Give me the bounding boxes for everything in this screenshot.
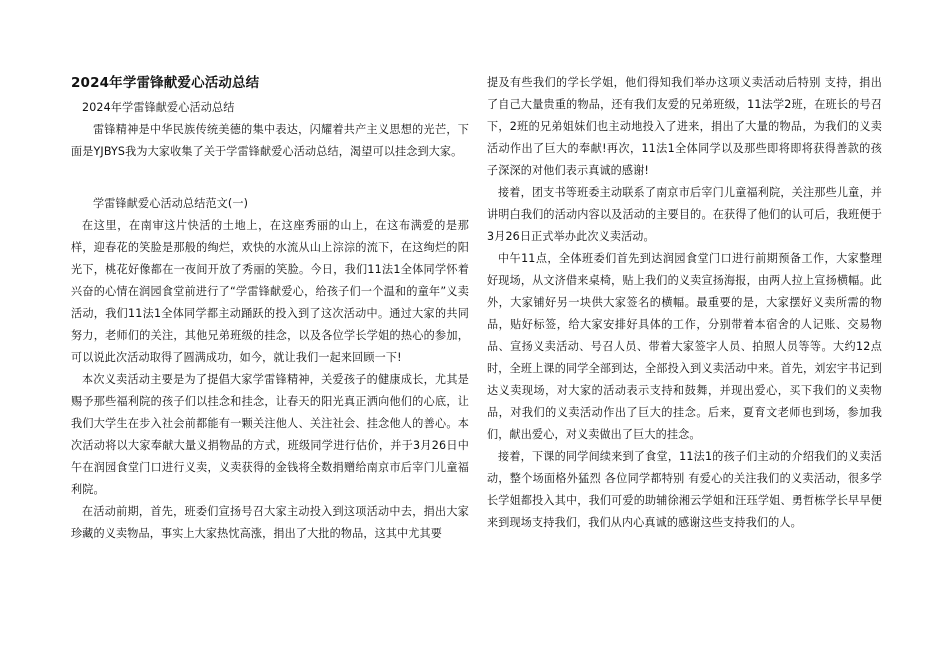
document-title: 2024年学雷锋献爱心活动总结 xyxy=(71,75,260,91)
body-paragraph: 提及有些我们的学长学姐，他们得知我们举办这项义卖活动后特别 支持，捐出了自己大量贵重的物品，还有我们友爱的兄弟班级，11法学2班，在班长的号召下，2班的兄弟姐妹们也主动地投入了进来，捐出了大量的物品，为我们的义卖活动作出了巨大的奉献!再次，11法1全体同学以及那些即将即将获得善款的孩子深深的对他们表示真诚的感谢! xyxy=(487,76,882,177)
intro-paragraph: 雷锋精神是中华民族传统美德的集中表达，闪耀着共产主义思想的光芒，下面是YJBYS我为大家收集了关于学雷锋献爱心活动总结，渴望可以挂念到大家。 xyxy=(71,123,469,158)
left-column xyxy=(71,72,469,545)
body-paragraph: 在活动前期，首先，班委们宣扬号召大家主动投入到这项活动中去，捐出大家珍藏的义卖物品，事实上大家热忱高涨，捐出了大批的物品，这其中尤其要 xyxy=(71,505,469,540)
body-paragraph: 接着，团支书等班委主动联系了南京市后宰门儿童福利院，关注那些儿童，并讲明白我们的活动内容以及活动的主要目的。在获得了他们的认可后，我班便于3月26日正式举办此次义卖活动。 xyxy=(487,186,882,243)
body-paragraph: 本次义卖活动主要是为了提倡大家学雷锋精神，关爱孩子的健康成长，尤其是赐予那些福利院的孩子们以挂念和挂念，让春天的阳光真正洒向他们的心底，让我们大学生在步入社会前都能有一颗关注他人、关注社会、挂念他人的善心。本次活动将以大家奉献大量义捐物品的方式，班级同学进行估价，并于3月26日中午在润园食堂门口进行义卖，义卖获得的金钱将全数捐赠给南京市后宰门儿童福利院。 xyxy=(71,373,469,496)
body-paragraph: 在这里，在南审这片快活的土地上，在这座秀丽的山上，在这布满爱的是那样，迎春花的笑脸是那般的绚烂，欢快的水流从山上淙淙的流下，在这绚烂的阳光下，桃花好像都在一夜间开放了秀丽的笑脸。今日，我们11法1全体同学怀着兴奋的心情在润园食堂前进行了“学雷锋献爱心，给孩子们一个温和的童年”义卖活动，我们11法1全体同学都主动踊跃的投入到了这次活动中。通过大家的共同努力，老师们的关注，其他兄弟班级的挂念，以及各位学长学姐的热心的参加，可以说此次活动取得了圆满成功，如今，就让我们一起来回顾一下! xyxy=(71,219,469,364)
section-spacer xyxy=(71,163,469,193)
body-paragraph: 接着，下课的同学间续来到了食堂，11法1的孩子们主动的介绍我们的义卖活动，整个场面格外猛烈 各位同学都特别 有爱心的关注我们的义卖活动，很多学长学姐都投入其中，我们可爱的助辅徐湘云学姐和汪珏学姐、勇哲栋学长早早便来到现场支持我们，我们从内心真诚的感谢这些支持我们的人。 xyxy=(487,450,882,529)
right-column xyxy=(487,72,882,534)
body-paragraph: 中午11点，全体班委们首先到达润园食堂门口进行前期预备工作，大家整理好现场，从文济借来桌椅，贴上我们的义卖宣扬海报，由两人拉上宣扬横幅。此外，大家铺好另一块供大家签名的横幅。最重要的是，大家摆好义卖所需的物品，贴好标签，给大家安排好具体的工作，分别带着本宿舍的人记账、交易物品、宣扬义卖活动、号召人员、带着大家签字人员、拍照人员等等。大约12点时，全班上课的同学全部到达，全部投入到义卖活动中来。首先，刘宏宇书记到达义卖现场，对大家的活动表示支持和鼓舞，并现出爱心，买下我们的义卖物品，对我们的义卖活动作出了巨大的挂念。后来，夏育文老师也到场，参加我们，献出爱心，对义卖做出了巨大的挂念。 xyxy=(487,252,882,441)
document-subtitle: 2024年学雷锋献爱心活动总结 xyxy=(82,101,235,114)
section-heading: 学雷锋献爱心活动总结范文(一) xyxy=(93,197,249,210)
